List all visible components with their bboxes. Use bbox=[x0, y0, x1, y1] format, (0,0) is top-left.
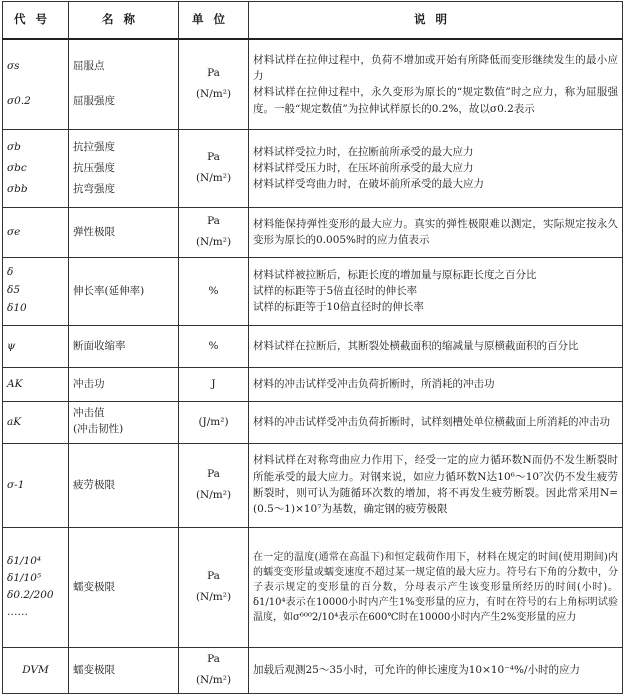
symbol: σbc bbox=[7, 161, 27, 174]
description: 材料试样受压力时，在压坏前所承受的最大应力 bbox=[253, 161, 474, 174]
description-cell bbox=[249, 325, 623, 367]
unit: Pa bbox=[207, 151, 220, 163]
unit: (N/m²) bbox=[195, 489, 232, 501]
properties-table bbox=[2, 1, 623, 694]
description: 材料试样被拉断后，标距长度的增加量与原标距长度之百分比 bbox=[253, 268, 537, 281]
name-cell bbox=[69, 367, 179, 401]
table-row bbox=[3, 401, 623, 443]
name-cell bbox=[69, 129, 179, 207]
table-row bbox=[3, 367, 623, 401]
symbol: δ0.2/200 bbox=[7, 589, 54, 601]
header-symbol: 代号 bbox=[3, 2, 69, 40]
unit-cell bbox=[179, 443, 249, 527]
description-cell bbox=[249, 39, 623, 129]
symbol: δ1/10⁵ bbox=[7, 572, 42, 585]
description-cell bbox=[249, 367, 623, 401]
symbol-cell bbox=[3, 325, 69, 367]
header-description: 说明 bbox=[249, 2, 623, 40]
symbol: δ bbox=[7, 266, 14, 279]
description: 材料试样在拉伸过程中，永久变形为原长的“规定数值”时之应力，称为屈服强度。一般“规定数值”为拉伸试样原长的0.2%，故以σ0.2表示 bbox=[253, 86, 618, 115]
description-cell bbox=[249, 527, 623, 647]
symbol: δ10 bbox=[7, 301, 27, 314]
table-row bbox=[3, 527, 623, 647]
unit-cell bbox=[179, 39, 249, 129]
description: 材料试样在拉断后，其断裂处横截面积的缩减量与原横截面积的百分比 bbox=[253, 339, 579, 352]
description: 材料的冲击试样受冲击负荷折断时，试样刻槽处单位横截面上所消耗的冲击功 bbox=[253, 415, 610, 428]
unit-cell bbox=[179, 401, 249, 443]
symbol-cell bbox=[3, 39, 69, 129]
description: 试样的标距等于10倍直径时的伸长率 bbox=[253, 301, 424, 314]
description: 材料试样在拉伸过程中，负荷不增加或开始有所降低而变形继续发生的最小应力 bbox=[253, 53, 618, 82]
name: 蠕变极限 bbox=[73, 580, 115, 593]
description: 材料试样受弯曲力时，在破坏前所承受的最大应力 bbox=[253, 178, 484, 191]
description: 试样的标距等于5倍直径时的伸长率 bbox=[253, 284, 418, 297]
table-row bbox=[3, 207, 623, 257]
name-cell bbox=[69, 527, 179, 647]
description: 加载后观测25～35小时，可允许的伸长速度为10×10⁻⁴%/小时的应力 bbox=[253, 663, 581, 676]
header-unit: 单位 bbox=[179, 2, 249, 40]
unit: (N/m²) bbox=[195, 172, 232, 184]
symbol-cell bbox=[3, 527, 69, 647]
symbol-cell bbox=[3, 207, 69, 257]
header-name: 名称 bbox=[69, 2, 179, 40]
unit: (J/m²) bbox=[198, 415, 229, 428]
unit: Pa bbox=[207, 468, 220, 480]
unit: (N/m²) bbox=[195, 236, 232, 248]
description-cell bbox=[249, 647, 623, 693]
name: 蠕变极限 bbox=[73, 663, 115, 676]
unit-cell bbox=[179, 325, 249, 367]
symbol: σ0.2 bbox=[7, 95, 31, 108]
unit: % bbox=[208, 284, 219, 297]
symbol: σs bbox=[7, 60, 20, 73]
description-cell bbox=[249, 443, 623, 527]
name: 伸长率(延伸率) bbox=[73, 284, 145, 297]
description-cell bbox=[249, 207, 623, 257]
symbol-cell bbox=[3, 443, 69, 527]
symbol: AK bbox=[7, 377, 23, 390]
symbol: DVM bbox=[22, 663, 49, 676]
name: 弹性极限 bbox=[73, 225, 115, 238]
name: 断面收缩率 bbox=[73, 339, 126, 352]
name: 疲劳极限 bbox=[73, 478, 115, 491]
description-cell bbox=[249, 129, 623, 207]
unit: (N/m²) bbox=[195, 88, 232, 101]
symbol: σb bbox=[7, 140, 21, 153]
symbol: σbb bbox=[7, 182, 28, 195]
name: (冲击韧性) bbox=[73, 423, 124, 435]
unit-cell bbox=[179, 129, 249, 207]
description: 材料能保持弹性变形的最大应力。真实的弹性极限难以测定，实际规定按永久变形为原长的0.005%时的应力值表示 bbox=[253, 217, 618, 246]
description: 在一定的温度(通常在高温下)和恒定载荷作用下，材料在规定的时间(使用期间)内的蠕变变形量或蠕变速度不超过某一规定值的最大应力。符号右下角的分数中，分子表示规定的变形量的百分数，分母表示产生该变形量所经历的时间(小时)。δ1/10⁴表示在10000小时内产生1%变形量的应力，有时在符号的右上角标明试验温度，如σ⁶⁰⁰2/10⁴表示在600℃时在10000小时内产生2%变形量的应力 bbox=[253, 551, 618, 623]
symbol-cell bbox=[3, 367, 69, 401]
description: 材料试样受拉力时，在拉断前所承受的最大应力 bbox=[253, 145, 474, 158]
unit-cell bbox=[179, 257, 249, 325]
unit: Pa bbox=[207, 653, 220, 665]
name: 抗弯强度 bbox=[73, 182, 115, 195]
symbol: σ-1 bbox=[7, 478, 25, 491]
unit: (N/m²) bbox=[195, 674, 232, 686]
unit: J bbox=[211, 377, 216, 390]
name: 屈服点 bbox=[73, 60, 105, 73]
name-cell bbox=[69, 207, 179, 257]
unit: Pa bbox=[207, 215, 220, 227]
name-cell bbox=[69, 401, 179, 443]
description-cell bbox=[249, 401, 623, 443]
description: 材料的冲击试样受冲击负荷折断时，所消耗的冲击功 bbox=[253, 377, 495, 390]
name: 屈服强度 bbox=[73, 95, 115, 108]
unit: (N/m²) bbox=[195, 591, 232, 603]
name: 冲击值 bbox=[73, 407, 105, 420]
table-row bbox=[3, 647, 623, 693]
symbol-cell bbox=[3, 257, 69, 325]
symbol: σe bbox=[7, 225, 21, 238]
symbol: δ5 bbox=[7, 284, 21, 297]
symbol: aK bbox=[7, 415, 22, 428]
description: 材料试样在对称弯曲应力作用下，经受一定的应力循环数N而仍不发生断裂时所能承受的最大应力。对钢来说，如应力循环数N达10⁶～10⁷次仍不发生疲劳断裂时，则可认为随循环次数的增加，将不再发生疲劳断裂。因此常采用N=(0.5～1)×10⁷为基数，确定钢的疲劳极限 bbox=[253, 454, 618, 516]
name: 抗拉强度 bbox=[73, 140, 115, 153]
name-cell bbox=[69, 443, 179, 527]
table-row bbox=[3, 39, 623, 129]
name-cell bbox=[69, 39, 179, 129]
symbol-cell bbox=[3, 647, 69, 693]
name-cell bbox=[69, 325, 179, 367]
unit-cell bbox=[179, 367, 249, 401]
table-row bbox=[3, 325, 623, 367]
unit-cell bbox=[179, 527, 249, 647]
symbol-cell bbox=[3, 129, 69, 207]
unit-cell bbox=[179, 647, 249, 693]
name-cell bbox=[69, 257, 179, 325]
symbol: …… bbox=[7, 605, 28, 618]
unit: Pa bbox=[207, 67, 220, 80]
name: 抗压强度 bbox=[73, 161, 115, 174]
unit: Pa bbox=[207, 570, 220, 582]
name: 冲击功 bbox=[73, 377, 105, 390]
header-row bbox=[3, 2, 623, 40]
name-cell bbox=[69, 647, 179, 693]
description-cell bbox=[249, 257, 623, 325]
symbol: δ1/10⁴ bbox=[7, 555, 42, 568]
unit: % bbox=[208, 339, 219, 352]
table-row bbox=[3, 129, 623, 207]
unit-cell bbox=[179, 207, 249, 257]
table-row bbox=[3, 257, 623, 325]
table-row bbox=[3, 443, 623, 527]
symbol-cell bbox=[3, 401, 69, 443]
symbol: ψ bbox=[7, 339, 16, 352]
